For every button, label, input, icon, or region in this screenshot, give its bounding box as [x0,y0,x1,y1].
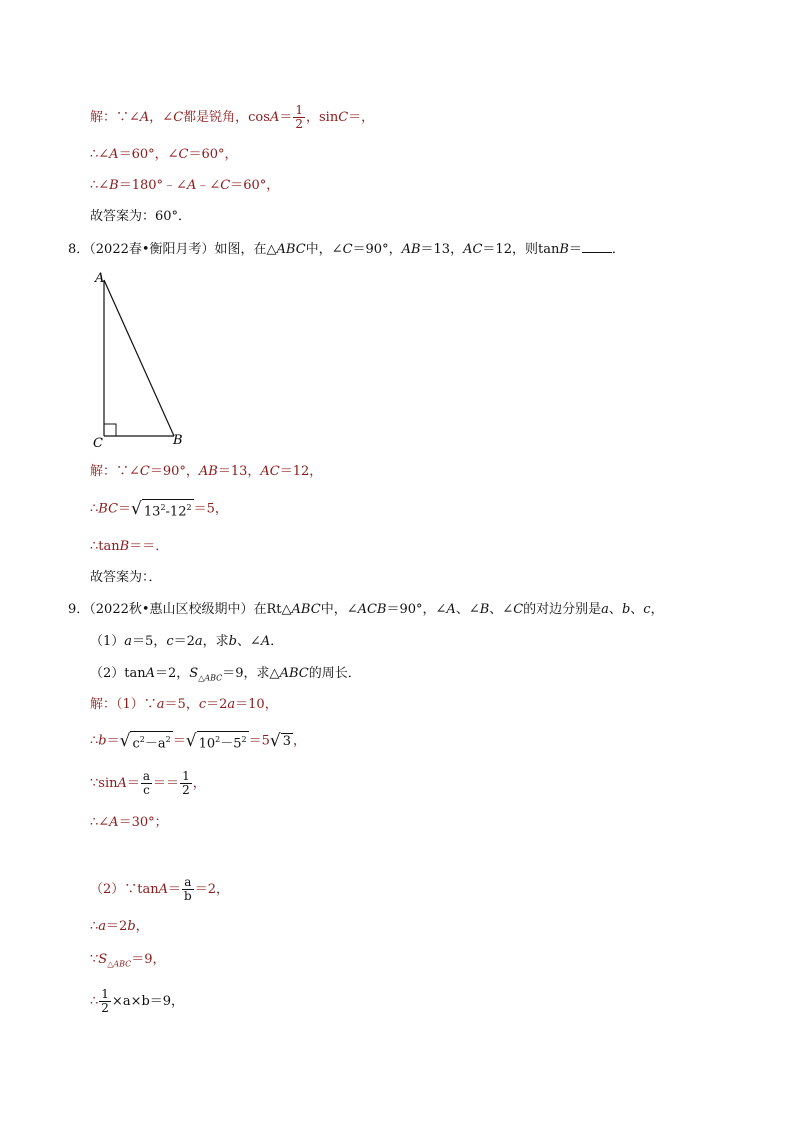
text: A [139,110,150,125]
exponent: 2 [139,735,145,744]
text: b [228,634,237,649]
fraction [180,770,192,797]
text: ＝2， [155,666,190,681]
denominator: 2 [182,783,190,797]
text: ∵sin [90,776,118,791]
text: 8．（2022春•衡阳月考）如图，在△ [68,242,277,257]
text: ＝12， [279,464,323,479]
text: A [269,110,280,125]
text: ，∠ [149,110,174,125]
text: ＝ [118,501,132,517]
text: C [139,464,150,479]
text: ＝12，则tan [482,242,560,257]
text: ＝5， [132,634,167,649]
text: AC [260,464,280,479]
text: C [220,178,231,193]
text: A [117,776,127,791]
square-root [131,499,194,519]
text: 的对边分别是 [523,602,602,617]
text: B [109,178,119,193]
text: ∴ [90,919,99,934]
text: 解：∵∠ [90,464,140,479]
text: ＝60°， [188,147,238,162]
right-angle-mark [104,424,116,436]
radicand [142,499,194,519]
vertex-label-a: A [95,271,105,286]
text: ． [611,242,625,257]
text: C [178,147,189,162]
sol7-answer: 故答案为：60°． [90,209,192,224]
sol9-line8 [90,988,184,1015]
text: a [601,602,609,617]
sol7-line1 [90,104,374,131]
text: ＝180°﹣∠ [118,178,187,193]
numerator: 1 [295,103,303,117]
fraction [141,770,152,797]
radical-sign: √ [131,499,142,520]
radicand [130,731,172,751]
sol8-line3 [90,538,168,556]
text: ∴∠ [90,147,110,162]
text: A [158,882,169,897]
question-9-part1 [90,633,283,651]
text: A [145,666,156,681]
answer-blank[interactable] [582,240,612,253]
text: 中，∠ [305,242,343,257]
text: ×a×b＝9， [111,994,185,1009]
exponent: 2 [186,503,192,512]
numerator: a [142,769,151,783]
text: ＝90°， [352,242,402,257]
text: a [124,634,133,649]
text: ＝ [172,733,186,749]
text: S [189,666,199,681]
text: 13 [143,504,161,520]
text: ﹣∠ [196,178,221,193]
text: 9．（2022秋•惠山区校级期中）在Rt△ [68,602,292,617]
side-ab [104,280,174,436]
fraction [182,876,194,903]
exponent: 2 [165,735,171,744]
text: A [109,147,119,162]
text: 、∠ [237,634,261,649]
text: ＝90°，∠ [386,602,447,617]
text: ， [135,919,149,934]
text: ＝60°， [230,178,280,193]
text: 都是锐角，cos [183,110,270,125]
sol9-line5 [90,876,229,903]
text: B [479,602,490,617]
text: ＝2 [106,919,128,934]
text: ，sin [305,110,339,125]
exponent: 2 [215,735,221,744]
numerator: 1 [182,769,190,783]
sol7-line3 [90,177,279,195]
text: ∵ [90,952,99,967]
text: ＝13， [420,242,464,257]
text: ＝2 [206,697,228,712]
text: ＝60°，∠ [118,147,179,162]
text: 、 [630,602,644,617]
text: ＝ [568,242,582,257]
text: ， [650,602,664,617]
text: ＝5 [248,733,270,749]
text: 、∠ [489,602,514,617]
text: AB [198,464,218,479]
fraction [293,104,305,131]
sol8-answer: 故答案为：． [90,570,162,585]
text: C [173,110,184,125]
text: －5 [220,736,242,752]
text: ． [270,634,284,649]
text: ， [292,733,306,749]
question-9-line1 [68,601,664,619]
sol9-line3 [90,770,206,797]
text: c [166,634,174,649]
text: ＝5， [193,501,228,517]
square-root [120,731,173,751]
text: ＝9，求△ [222,666,280,681]
text: C [338,110,349,125]
text: ABC [276,242,306,257]
text: ＝30°； [118,815,168,830]
text: ＝ [168,882,182,897]
text: a [194,634,203,649]
text: AC [463,242,483,257]
sol9-line6 [90,918,149,936]
denominator: c [143,783,150,797]
text: b [621,602,631,617]
radicand: 3 [282,733,291,749]
subscript: △ABC [107,959,132,969]
text: 的周长． [308,666,361,681]
square-root [270,732,293,751]
vertex-label-c: C [93,436,103,451]
sol8-line2 [90,499,228,519]
fraction [99,988,111,1015]
radical-sign: √ [185,731,197,752]
text: 10 [198,736,216,752]
text: ＝90°， [149,464,199,479]
text: A [186,178,197,193]
text: BC [98,501,119,517]
text: 解：（1）∵ [90,697,157,712]
text: AB [401,242,421,257]
text: B [559,242,569,257]
radical-sign: √ [269,730,281,751]
text: ＝ [279,110,293,125]
denominator: 2 [101,1001,109,1015]
text: （2）∵tan [90,882,159,897]
text: b [98,733,107,749]
text: （1） [90,634,125,649]
text: ∴∠ [90,815,110,830]
text: ＝2， [194,882,229,897]
text: A [446,602,456,617]
question-9-part2 [90,665,361,688]
text: ∴∠ [90,178,110,193]
text: c [132,736,140,752]
numerator: 1 [101,987,109,1001]
text: ∴ [90,733,99,749]
text: －a [144,736,166,752]
text: C [513,602,524,617]
numerator: a [182,876,194,890]
exponent: 2 [241,735,247,744]
denominator: b [184,889,192,903]
sol7-line2 [90,146,238,164]
subscript: △ABC [198,673,223,683]
square-root [186,731,249,751]
text: ∴ [90,501,99,517]
text: 解：∵∠ [90,110,140,125]
radicand [197,731,249,751]
triangle-figure [88,264,198,454]
text: c [198,697,207,712]
text: a [156,697,165,712]
text: ＝， [348,110,375,125]
text: （2）tan [90,666,146,681]
text: ＝＝ [153,776,180,791]
text: ＝5， [164,697,199,712]
text: ∴ [90,994,99,1009]
text: ， [192,776,206,791]
sol9-line1 [90,696,278,714]
sol9-line2 [90,731,306,751]
text: ABC [291,602,321,617]
text: B [119,539,130,554]
question-8 [68,240,625,259]
text: C [342,242,353,257]
sol8-line1 [90,463,322,481]
radical-sign: √ [119,731,131,752]
text: a [227,697,236,712]
text: ＝9， [131,952,166,967]
text: 、∠ [455,602,480,617]
denominator: 2 [295,117,303,131]
text: A [109,815,119,830]
text: ＝13， [217,464,261,479]
text: ＝＝． [129,539,169,554]
text: ABC [279,666,309,681]
text: ACB [357,602,387,617]
text: a [98,919,107,934]
text: S [98,952,108,967]
text: ＝10， [235,697,278,712]
text: c [643,602,651,617]
text: ＝ [126,776,140,791]
text: -12 [165,504,187,520]
text: 、 [608,602,622,617]
exponent: 2 [160,503,166,512]
text: ∴tan [90,539,120,554]
vertex-label-b: B [173,433,183,448]
text: A [260,634,271,649]
text: ，求 [202,634,229,649]
sol9-line4 [90,814,168,832]
text: 中，∠ [320,602,358,617]
text: ＝2 [173,634,195,649]
sol9-line7 [90,951,166,974]
text: ＝ [106,733,120,749]
text: b [127,919,136,934]
